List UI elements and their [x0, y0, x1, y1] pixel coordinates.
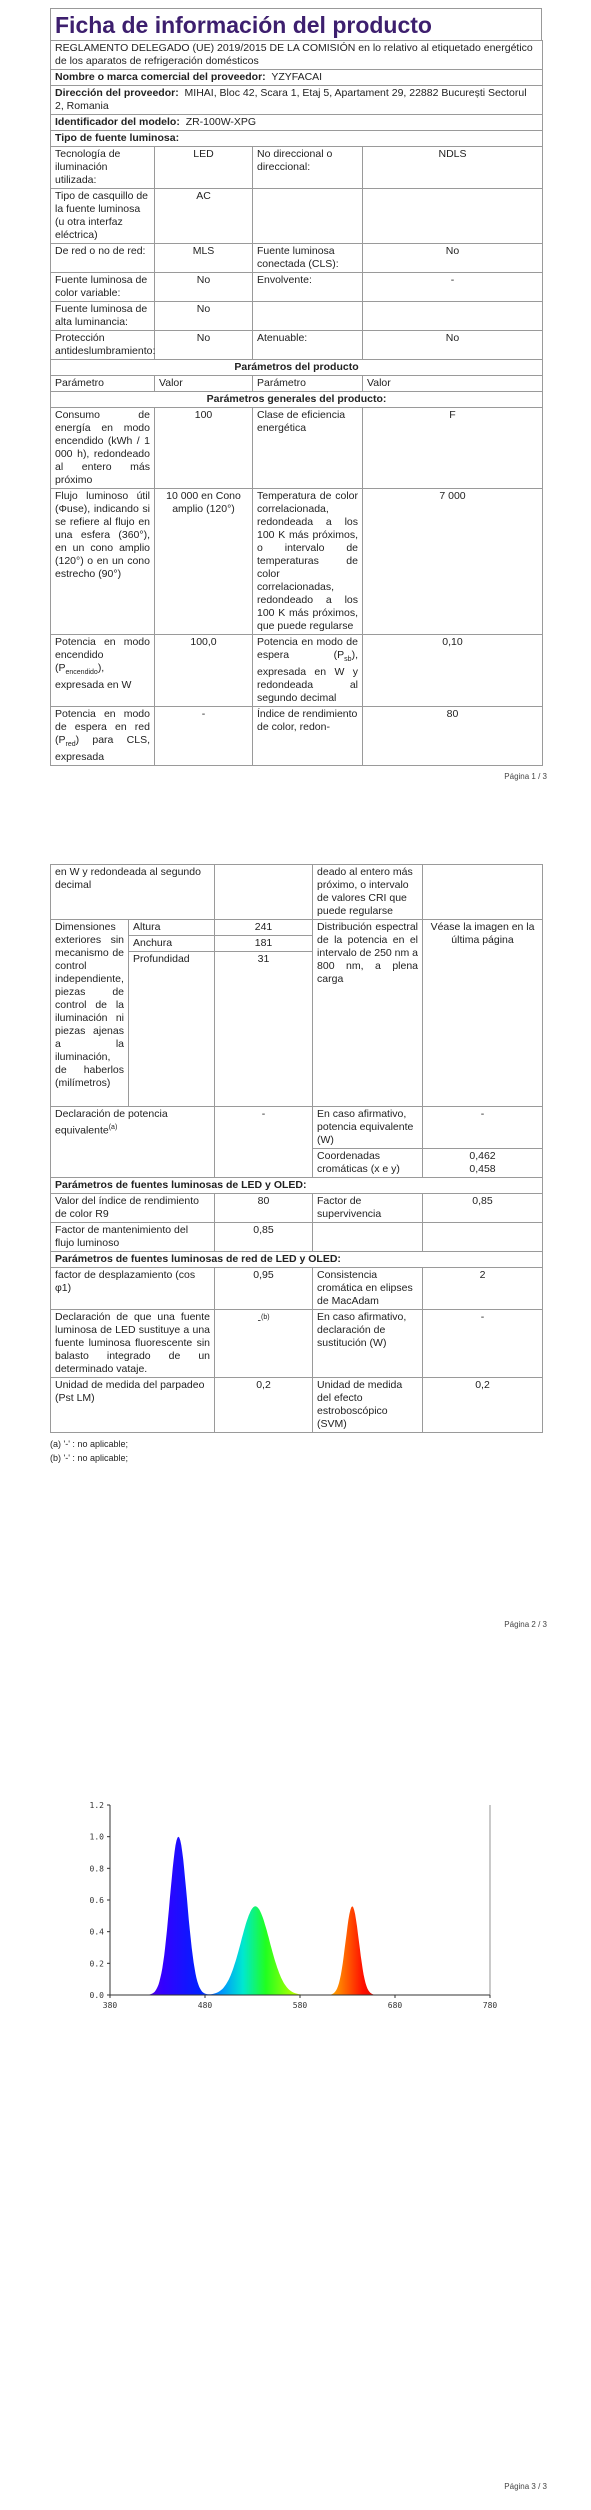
table-row: De red o no de red: MLS Fuente luminosa conectada (CLS): No	[51, 244, 543, 273]
x-tick-label: 780	[482, 2001, 498, 2010]
x-tick-label: 580	[292, 2001, 308, 2010]
page-3	[0, 1680, 591, 2510]
page-number: Página 2 / 3	[504, 1620, 547, 1629]
table-row: Fuente luminosa de alta luminancia: No	[51, 302, 543, 331]
led-oled-header: Parámetros de fuentes luminosas de LED y OLED:	[51, 1178, 543, 1194]
table-row: Protección antideslumbramiento: No Atenuable: No	[51, 331, 543, 360]
table-row: Dimensiones exteriores sin mecanismo de control independiente, piezas de control de la iluminación ni piezas ajenas a la iluminación, de haberlos (milímetros) Altura 241 Distribución espectral de la potencia en el intervalo de 250 nm a 800 nm, a plena carga Véase la imagen en la última página	[51, 920, 543, 936]
product-params-header: Parámetros del producto	[51, 360, 543, 376]
y-tick-label: 0.0	[89, 1991, 104, 2000]
table-row: Consumo de energía en modo encendido (kWh / 1 000 h), redondeado al entero más próximo 100 Clase de eficiencia energética F	[51, 408, 543, 489]
table-row: Factor de mantenimiento del flujo luminoso 0,85	[51, 1223, 543, 1252]
chart-plot-area	[90, 1801, 498, 2010]
product-sheet	[50, 8, 542, 766]
table-row: Tipo de casquillo de la fuente luminosa (u otra interfaz eléctrica) AC	[51, 189, 543, 244]
table-row: Potencia en modo encendido $(P_{encendido})$, expresada en W 100,0 Potencia en modo de espera $(P_{sb})$, expresada en W y redondeada al segundo decimal 0,10	[51, 635, 543, 707]
page-number: Página 3 / 3	[504, 2482, 547, 2491]
supplier-address-row: Dirección del proveedor: MIHAI, Bloc 42, Scara 1, Etaj 5, Apartament 29, 22882 București Sectorul 2, Romania	[51, 86, 543, 115]
x-tick-label: 480	[197, 2001, 213, 2010]
y-tick-label: 0.8	[89, 1864, 104, 1874]
column-header-row: Parámetro Valor Parámetro Valor	[51, 376, 543, 392]
page-number: Página 1 / 3	[504, 772, 547, 781]
x-tick-label: 380	[102, 2001, 118, 2010]
page-2	[0, 850, 591, 1680]
regulation-text: REGLAMENTO DELEGADO (UE) 2019/2015 DE LA COMISIÓN en lo relativo al etiquetado energético de los aparatos de refrigeración domésticos	[51, 41, 543, 70]
page-title: Ficha de información del producto	[50, 8, 542, 40]
table-row: Tecnología de iluminación utilizada: LED No direccional o direccional: NDLS	[51, 147, 543, 189]
supplier-name-row: Nombre o marca comercial del proveedor: YZYFACAI	[51, 70, 543, 86]
table-row: factor de desplazamiento (cos φ1) 0,95 Consistencia cromática en elipses de MacAdam 2	[51, 1268, 543, 1310]
spectrum-area	[129, 1837, 414, 1995]
y-tick-label: 1.2	[89, 1801, 104, 1810]
general-params-header: Parámetros generales del producto:	[51, 392, 543, 408]
table-row: Valor del índice de rendimiento de color R9 80 Factor de supervivencia 0,85	[51, 1194, 543, 1223]
page-1	[0, 0, 591, 850]
table-row: Profundidad 31	[51, 952, 543, 1105]
table-row: Flujo luminoso útil (Φuse), indicando si se refiere al flujo en una esfera (360°), en un cono amplio (120°) o en un cono estrecho (90°) 10 000 en Cono amplio (120°) Temperatura de color correlacionada, redondeada a los 100 K más próximos, o intervalo de temperaturas de color correlacionadas, redondeado a los 100 K más próximos, que puede regularse 7 000	[51, 489, 543, 635]
y-tick-label: 0.2	[89, 1959, 104, 1969]
spectral-distribution-chart	[60, 1790, 510, 2020]
table-row: Declaración de potencia equivalente$^{(a)}$ - En caso afirmativo, potencia equivalente (W) -	[51, 1107, 543, 1149]
table-row: Declaración de que una fuente luminosa de LED sustituye a una fuente luminosa fluorescente sin balasto integrado de un determinado vataje. -$^{(b)}$ En caso afirmativo, declaración de sustitución (W) -	[51, 1310, 543, 1378]
table-row: en W y redondeada al segundo decimal deado al entero más próximo, o intervalo de valores CRI que puede regularse	[51, 865, 543, 920]
footnotes	[50, 1433, 542, 1465]
table-row: Unidad de medida del parpadeo (Pst LM) 0,2 Unidad de medida del efecto estroboscópico (SVM) 0,2	[51, 1378, 543, 1433]
y-tick-label: 1.0	[89, 1832, 104, 1842]
product-params-table	[50, 864, 543, 1433]
mains-led-oled-header: Parámetros de fuentes luminosas de red de LED y OLED:	[51, 1252, 543, 1268]
table-row: Anchura 181	[51, 936, 543, 952]
model-row: Identificador del modelo: ZR-100W-XPG	[51, 115, 543, 131]
y-tick-label: 0.6	[89, 1896, 104, 1905]
footnote-a: (a) '-' : no aplicable;	[50, 1439, 128, 1449]
product-sheet-continued	[50, 864, 542, 1465]
x-tick-label: 680	[387, 2001, 403, 2010]
table-row: Coordenadas cromáticas (x e y) 0,462 0,458	[51, 1149, 543, 1178]
footnote-b: (b) '-' : no aplicable;	[50, 1453, 128, 1463]
y-tick-label: 0.4	[89, 1927, 104, 1937]
product-info-table	[50, 40, 543, 766]
table-row: Fuente luminosa de color variable: No Envolvente: -	[51, 273, 543, 302]
light-source-type-header: Tipo de fuente luminosa:	[51, 131, 543, 147]
table-row: Potencia en modo de espera en red $(P_{red})$ para CLS, expresada - Índice de rendimiento de color, redon- 80	[51, 707, 543, 766]
